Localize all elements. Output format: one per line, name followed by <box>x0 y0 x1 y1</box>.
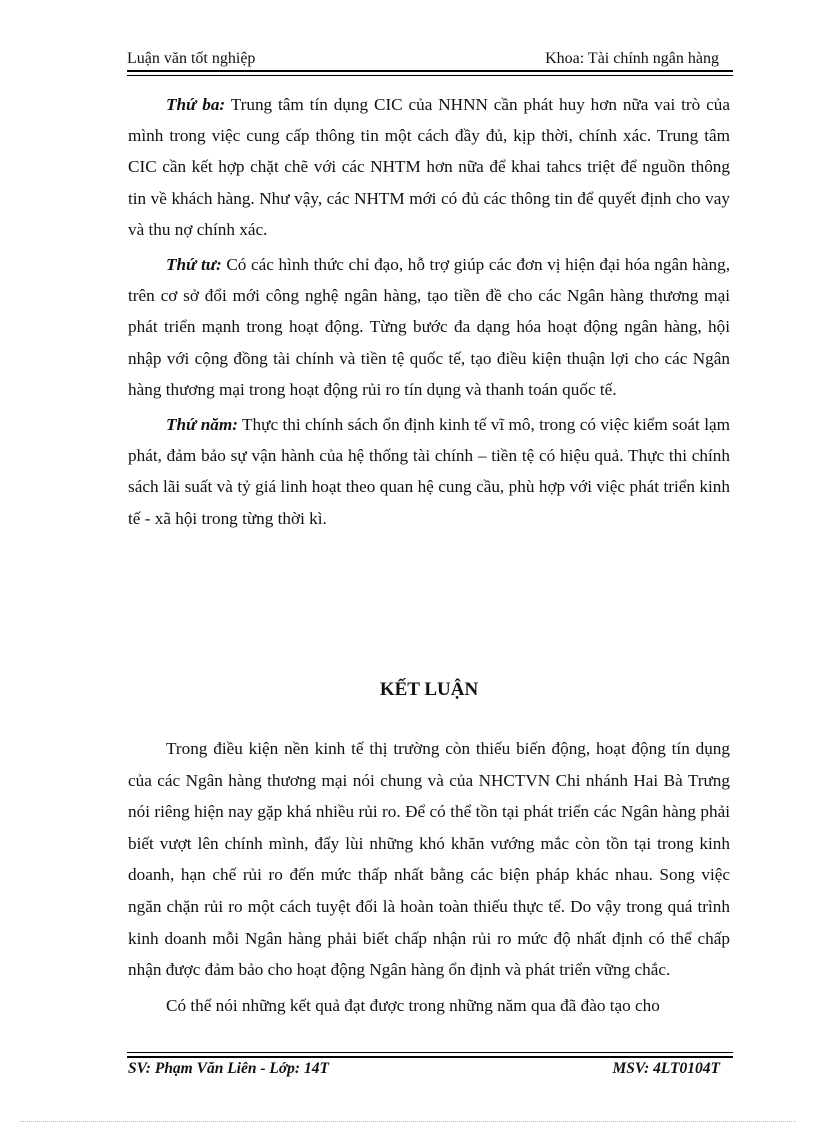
paragraph-lead: Thứ ba: <box>166 95 226 114</box>
paragraph-body: Có các hình thức chỉ đạo, hỗ trợ giúp các đơn vị hiện đại hóa ngân hàng, trên cơ sở đổi mới công nghệ ngân hàng, tạo tiền đề cho các Ngân hàng thương mại phát triển mạnh trong hoạt động. Từng bước đa dạng hóa hoạt động ngân hàng, hội nhập với cộng đồng tài chính và tiền tệ quốc tế, tạo điều kiện thuận lợi cho các Ngân hàng thương mại trong hoạt động rủi ro tín dụng và thanh toán quốc tế. <box>128 255 731 399</box>
paragraph-body: Thực thi chính sách ổn định kinh tế vĩ mô, trong có việc kiểm soát lạm phát, đảm bảo sự vận hành của hệ thống tài chính – tiền tệ có hiệu quả. Thực thi chính sách lãi suất và tỷ giá linh hoạt theo quan hệ cung cầu, phù hợp với việc phát triển kinh tế - xã hội trong từng thời kì. <box>128 415 730 528</box>
recommendations-text <box>128 89 730 538</box>
section-title: KẾT LUẬN <box>379 679 479 700</box>
footer-rule-thin <box>127 1052 733 1053</box>
paragraph-thu-nam <box>128 409 730 534</box>
page-header <box>127 48 733 70</box>
conclusion-paragraph: Trong điều kiện nền kinh tế thị trường còn thiếu biến động, hoạt động tín dụng của các Ngân hàng thương mại nói chung và của NHCTVN Chi nhánh Hai Bà Trưng nói riêng hiện nay gặp khá nhiều rủi ro. Để có thể tồn tại phát triển các Ngân hàng phải biết vượt lên chính mình, đẩy lùi những khó khăn vướng mắc còn tồn tại trong kinh doanh, hạn chế rủi ro đến mức thấp nhất bằng các biện pháp khác nhau. Song việc ngăn chặn rủi ro một cách tuyệt đối là hoàn toàn thiếu thực tế. Do vậy trong quá trình kinh doanh mỗi Ngân hàng phải biết chấp nhận rủi ro mức độ nhất định có thể chấp nhận được đảm bảo cho hoạt động Ngân hàng ổn định và phát triển vững chắc. <box>128 739 730 980</box>
paragraph-lead: Thứ tư: <box>166 255 222 275</box>
paragraph-body: Trung tâm tín dụng CIC của NHNN cần phát huy hơn nữa vai trò của mình trong việc cung cấp thông tin một cách đầy đủ, kịp thời, chính xác. Trung tâm CIC cần kết hợp chặt chẽ với các NHTM hơn nữa để khai tahcs triệt để nguồn thông tin về khách hàng. Như vậy, các NHTM mới có đủ các thông tin để quyết định cho vay và thu nợ chính xác. <box>128 95 730 239</box>
page-footer <box>128 1058 730 1080</box>
conclusion-text <box>128 733 730 1025</box>
paragraph-thu-ba <box>128 89 730 245</box>
header-faculty-label: Khoa: Tài chính ngân hàng <box>545 50 719 67</box>
header-thesis-label: Luận văn tốt nghiệp <box>127 50 256 67</box>
header-rule-thin <box>127 75 733 76</box>
footer-student-id: MSV: 4LT0104T <box>612 1060 720 1077</box>
page-edge-dotted-line <box>20 1121 796 1122</box>
paragraph-thu-tu <box>128 249 730 405</box>
header-rule-thick <box>127 70 733 72</box>
conclusion-paragraph: Có thể nói những kết quả đạt được trong những năm qua đã đào tạo cho <box>166 995 660 1015</box>
footer-student-info: SV: Phạm Văn Liên - Lớp: 14T <box>128 1060 329 1077</box>
paragraph-lead: Thứ năm: <box>166 415 238 435</box>
